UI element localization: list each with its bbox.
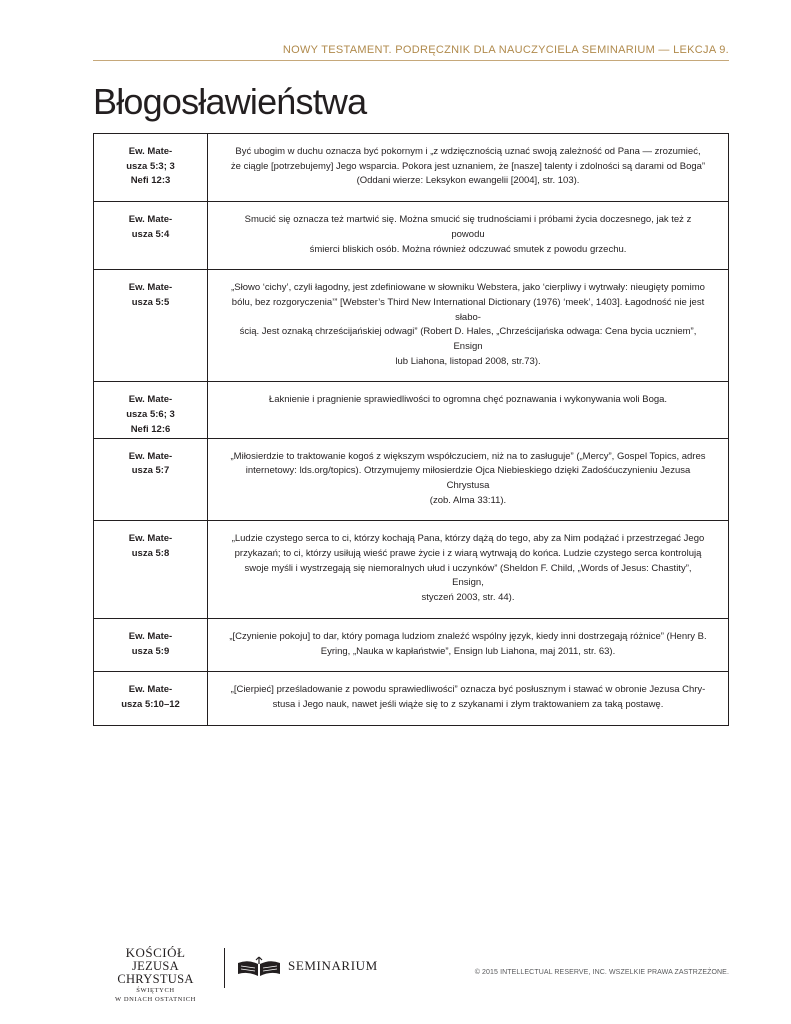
explanation-line: swoje myśli i wystrzegają się niemoralnych ułud i uczynków” (Sheldon F. Child, „Words of Jesus: Chastity”, Ensign,: [244, 562, 692, 589]
scripture-reference-line: Ew. Mate-: [128, 533, 173, 545]
scripture-reference-line: usza 5:6; 3: [126, 409, 175, 421]
explanation-line: stusa i Jego nauk, nawet jeśli wiąże się to z szykanami i złym traktowaniem za taką postawę.: [272, 698, 664, 710]
explanation-line: Być ubogim w duchu oznacza być pokornym i „z wdzięcznością uznać swoją zależność od Pana — zrozumieć,: [235, 146, 701, 157]
church-logo: [93, 946, 218, 1004]
scripture-reference-line: usza 5:10–12: [121, 698, 180, 710]
explanation-line: „Ludzie czystego serca to ci, którzy kochają Pana, którzy dążą do tego, aby za Nim podążać i przestrzegać Jego: [231, 533, 705, 545]
scripture-reference-line: Ew. Mate-: [128, 146, 173, 157]
logo-line-1: KOŚCIÓŁ: [125, 945, 186, 960]
explanation-line: przykazań; to ci, którzy usiłują wieść prawe życie i z wiarą wytrwają do końca. Ludzie czystego serca kontrolują: [234, 548, 702, 560]
scripture-reference-cell: [94, 672, 208, 725]
explanation-cell: [208, 382, 729, 438]
scripture-reference-line: Ew. Mate-: [128, 214, 173, 226]
scripture-reference-line: Nefi 12:6: [130, 423, 171, 435]
scripture-reference-line: Ew. Mate-: [128, 394, 173, 406]
table-row: [94, 521, 729, 619]
explanation-line: internetowy: lds.org/topics). Otrzymujemy miłosierdzie Ojca Niebieskiego dzięki Zadośćuczynieniu Jezusa Chrystusa: [245, 465, 691, 491]
explanation-line: (zob. Alma 33:11).: [429, 494, 507, 506]
explanation-line: „[Czynienie pokoju] to dar, który pomaga ludziom znaleźć wspólny język, kiedy inni dostrzegają różnice” (Henry B.: [229, 630, 707, 642]
explanation-line: śmierci bliskich osób. Można również odczuwać smutek z powodu grzechu.: [309, 243, 627, 255]
explanation-cell: [208, 672, 729, 725]
running-header: NOWY TESTAMENT. PODRĘCZNIK DLA NAUCZYCIELA SEMINARIUM — LEKCJA 9.: [282, 44, 729, 56]
scripture-reference-line: usza 5:8: [131, 548, 170, 560]
copyright-notice: © 2015 INTELLECTUAL RESERVE, INC. WSZELKIE PRAWA ZASTRZEŻONE.: [474, 969, 729, 976]
scripture-reference-line: Ew. Mate-: [128, 450, 173, 462]
explanation-cell: [208, 134, 729, 202]
table-row: [94, 672, 729, 725]
explanation-line: bólu, bez rozgoryczenia’” [Webster’s Third New International Dictionary (1976) ‘meek’, 1403]. Łagodność nie jest słabo-: [231, 296, 705, 323]
table-row: [94, 202, 729, 270]
scripture-reference-line: Ew. Mate-: [128, 684, 173, 696]
explanation-line: „[Cierpieć] prześladowanie z powodu sprawiedliwości” oznacza być posłusznym i stawać w obronie Jezusa Chry-: [230, 684, 706, 696]
explanation-line: że ciągle [potrzebujemy] Jego wsparcia. Pokora jest uznaniem, że [nasze] talenty i zdolności są darami od Boga”: [230, 160, 706, 172]
header-rule: [93, 60, 729, 61]
explanation-line: ścią. Jest oznaką chrześcijańskiej odwagi” (Robert D. Hales, „Chrześcijańska odwaga: Cena bycia uczniem”, Ensign: [239, 326, 697, 353]
beatitudes-table: [93, 133, 729, 726]
scripture-reference-cell: [94, 382, 208, 438]
scripture-reference-line: Ew. Mate-: [128, 630, 173, 642]
scripture-reference-line: usza 5:4: [131, 228, 170, 240]
table-row: [94, 134, 729, 202]
seminary-label: SEMINARIUM: [288, 958, 378, 973]
explanation-line: Smucić się oznacza też martwić się. Można smucić się trudnościami i próbami życia doczesnego, jak też z powodu: [244, 214, 692, 240]
page-title: Błogosławieństwa: [93, 81, 367, 122]
scripture-reference-cell: [94, 134, 208, 202]
explanation-cell: [208, 270, 729, 382]
explanation-cell: [208, 521, 729, 619]
scripture-reference-cell: [94, 202, 208, 270]
table-row: [94, 270, 729, 382]
logo-line-2: JEZUSA CHRYSTUSA: [117, 959, 194, 986]
scripture-reference-line: usza 5:5: [131, 296, 170, 308]
scripture-reference-line: Ew. Mate-: [128, 282, 173, 294]
footer-divider: [224, 948, 225, 988]
table-row: [94, 618, 729, 671]
logo-line-4: W DNIACH OSTATNICH: [115, 996, 196, 1003]
explanation-line: lub Liahona, listopad 2008, str.73).: [395, 355, 541, 367]
scripture-reference-cell: [94, 521, 208, 619]
explanation-line: (Oddani wierze: Leksykon ewangelii [2004], str. 103).: [356, 175, 580, 187]
explanation-line: Eyring, „Nauka w kapłaństwie”, Ensign lub Liahona, maj 2011, str. 63).: [320, 645, 616, 657]
scripture-reference-line: usza 5:7: [131, 465, 170, 477]
explanation-cell: [208, 438, 729, 521]
explanation-cell: [208, 202, 729, 270]
scripture-reference-cell: [94, 618, 208, 671]
scripture-reference-line: usza 5:3; 3: [126, 160, 175, 172]
table-row: [94, 438, 729, 521]
explanation-line: „Słowo ‘cichy’, czyli łagodny, jest zdefiniowane w słowniku Webstera, jako ‘cierpliwy i wytrwały: nieugięty pomimo: [231, 282, 705, 294]
scripture-reference-cell: [94, 270, 208, 382]
explanation-line: Łaknienie i pragnienie sprawiedliwości to ogromna chęć poznawania i wykonywania woli Boga.: [268, 394, 668, 406]
explanation-line: styczeń 2003, str. 44).: [421, 592, 515, 604]
scripture-reference-cell: [94, 438, 208, 521]
open-book-icon: [236, 955, 282, 979]
explanation-cell: [208, 618, 729, 671]
scripture-reference-line: Nefi 12:3: [130, 175, 171, 187]
scripture-reference-line: usza 5:9: [131, 645, 170, 657]
table-row: [94, 382, 729, 438]
logo-line-3: ŚWIĘTYCH: [136, 987, 175, 994]
explanation-line: „Miłosierdzie to traktowanie kogoś z większym współczuciem, niż na to zasługuje” („Mercy”, Gospel Topics, adres: [230, 450, 706, 462]
